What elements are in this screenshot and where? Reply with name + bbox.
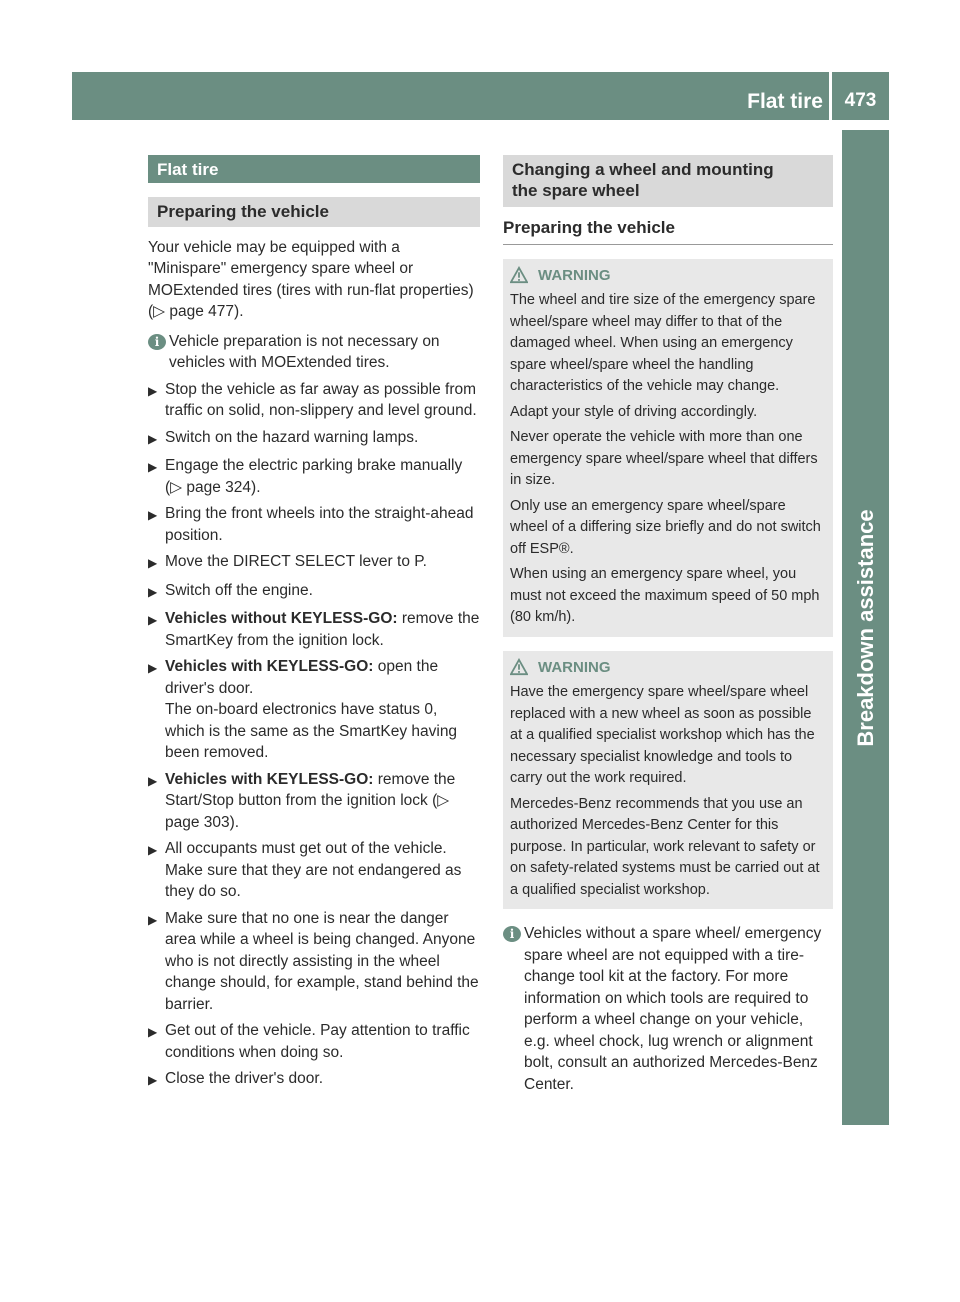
warning-paragraph: Have the emergency spare wheel/spare wheel replaced with a new wheel as soon as possible at a qualified specialist workshop which has the necessary specialist knowledge and tools to carry out the work required.: [510, 684, 815, 786]
step-body: remove the SmartKey from the ignition lock.: [165, 610, 480, 649]
warning-box-2: [503, 651, 833, 910]
step-arrow-icon: ▶: [148, 1073, 158, 1087]
step-body: Move the DIRECT SELECT lever to P.: [165, 553, 427, 570]
step-bold-label: Vehicles without KEYLESS-GO:: [165, 610, 398, 627]
step-arrow-icon: ▶: [148, 584, 158, 599]
info-icon: i: [148, 334, 166, 350]
section-title-flat-tire: Flat tire: [148, 155, 480, 183]
step-arrow-icon: ▶: [148, 460, 158, 474]
info-note: [148, 331, 480, 374]
step-body: Engage the electric parking brake manually (▷ page 324).: [165, 457, 463, 496]
step-text: [165, 908, 480, 1016]
step-item: [148, 503, 480, 546]
step-text: [165, 1068, 480, 1092]
warning-paragraph: When using an emergency spare wheel, you must not exceed the maximum speed of 50 mph (80 km/h).: [510, 566, 820, 625]
step-text: [165, 427, 480, 451]
step-body: Switch on the hazard warning lamps.: [165, 428, 419, 446]
step-arrow-icon: ▶: [148, 912, 158, 927]
step-item: [148, 1020, 480, 1063]
warning-title: WARNING: [538, 266, 611, 284]
warning-2-body: [510, 682, 827, 901]
step-text: [165, 608, 480, 651]
step-item: [148, 551, 480, 575]
info-note-tools: [503, 923, 833, 1095]
step-body: Switch off the engine.: [165, 581, 313, 599]
step-arrow-icon: ▶: [148, 613, 158, 627]
step-item: [148, 908, 480, 1016]
subsection-title-preparing: Preparing the vehicle: [148, 197, 480, 227]
step-body: Make sure that no one is near the danger area while a wheel is being changed. Anyone who is not directly assisting in the wheel change should, for example, stand behind the barrier.: [165, 909, 479, 1013]
warning-paragraph: Only use an emergency spare wheel/spare wheel of a differing size briefly and do not switch off ESP®.: [510, 497, 821, 557]
warning-1-body: [510, 290, 827, 629]
step-bold-label: Vehicles with KEYLESS-GO:: [165, 658, 374, 675]
step-text: [165, 551, 480, 575]
step-arrow-icon: ▶: [148, 843, 158, 857]
step-text: [165, 580, 480, 604]
step-body: Bring the front wheels into the straight-ahead position.: [165, 505, 474, 544]
step-item: [148, 608, 480, 651]
step-body: Get out of the vehicle. Pay attention to traffic conditions when doing so.: [165, 1022, 470, 1061]
left-column: [148, 155, 480, 1092]
step-text: [165, 1020, 480, 1063]
step-item: [148, 427, 480, 451]
info-icon: i: [503, 926, 521, 942]
warning-paragraph: Mercedes-Benz recommends that you use an authorized Mercedes-Benz Center for this purpose. In particular, work relevant to safety or on safety-related systems must be carried out at a qualified specialist workshop.: [510, 795, 820, 898]
step-bold-label: Vehicles with KEYLESS-GO:: [165, 770, 374, 788]
warning-paragraph: Adapt your style of driving accordingly.: [510, 403, 758, 420]
step-item: [148, 379, 480, 422]
step-arrow-icon: ▶: [148, 556, 158, 570]
step-body: open the driver's door.: [165, 658, 439, 697]
warning-triangle-icon: [510, 658, 528, 676]
right-column: [503, 155, 833, 1095]
step-item: [148, 656, 480, 764]
step-body: All occupants must get out of the vehicle. Make sure that they are not endangered as they do so.: [165, 840, 462, 900]
warning-box-1: [503, 259, 833, 637]
step-arrow-icon: ▶: [148, 431, 158, 446]
step-text: [165, 838, 480, 903]
step-extra: The on-board electronics have status 0, which is the same as the SmartKey having been removed.: [165, 701, 458, 761]
step-text: [165, 656, 480, 764]
step-item: [148, 580, 480, 604]
step-text: [165, 503, 480, 546]
warning-title: WARNING: [538, 658, 611, 676]
step-item: [148, 455, 480, 498]
step-item: [148, 838, 480, 903]
step-item: [148, 769, 480, 834]
page-number: 473: [844, 90, 877, 111]
page-header: [72, 72, 889, 120]
warning-paragraph: Never operate the vehicle with more than one emergency spare wheel/spare wheel that differs in size.: [510, 429, 818, 488]
step-text: [165, 379, 480, 422]
steps-list: [148, 379, 480, 1092]
section-title-changing-wheel: Changing a wheel and mounting the spare wheel: [503, 155, 833, 207]
step-body: Stop the vehicle as far away as possible from traffic on solid, non-slippery and level ground.: [165, 380, 477, 419]
step-text: [165, 455, 480, 498]
step-arrow-icon: ▶: [148, 383, 158, 398]
info-text: Vehicles without a spare wheel/ emergency spare wheel are not equipped with a tire-change tool kit at the factory. For more information on which tools are required to perform a wheel change on your vehicle, e.g. wheel chock, lug wrench or alignment bolt, consult an authorized Mercedes-Benz Center.: [524, 925, 822, 1093]
step-body: remove the Start/Stop button from the ignition lock (▷ page 303).: [165, 770, 456, 831]
subhead-preparing: Preparing the vehicle: [503, 207, 833, 245]
warning-triangle-icon: [510, 266, 528, 284]
intro-paragraph: Your vehicle may be equipped with a "Minispare" emergency spare wheel or MOExtended tires (tires with run-flat properties) (▷ page 477).: [148, 238, 474, 320]
step-item: [148, 1068, 480, 1092]
step-arrow-icon: ▶: [148, 1025, 158, 1039]
step-arrow-icon: ▶: [148, 661, 158, 675]
header-title: Flat tire: [747, 90, 823, 113]
info-text: Vehicle preparation is not necessary on vehicles with MOExtended tires.: [169, 332, 440, 371]
warning-heading: [510, 657, 827, 679]
warning-paragraph: The wheel and tire size of the emergency spare wheel/spare wheel may differ to that of the damaged wheel. When using an emergency spare wheel/spare wheel the handling characteristics of the vehicle may change.: [510, 292, 816, 394]
step-text: [165, 769, 480, 834]
side-tab: [842, 130, 889, 1125]
step-arrow-icon: ▶: [148, 773, 158, 788]
step-body: Close the driver's door.: [165, 1070, 324, 1087]
side-tab-label: Breakdown assistance: [852, 508, 878, 747]
step-arrow-icon: ▶: [148, 508, 158, 522]
warning-heading: [510, 265, 827, 287]
